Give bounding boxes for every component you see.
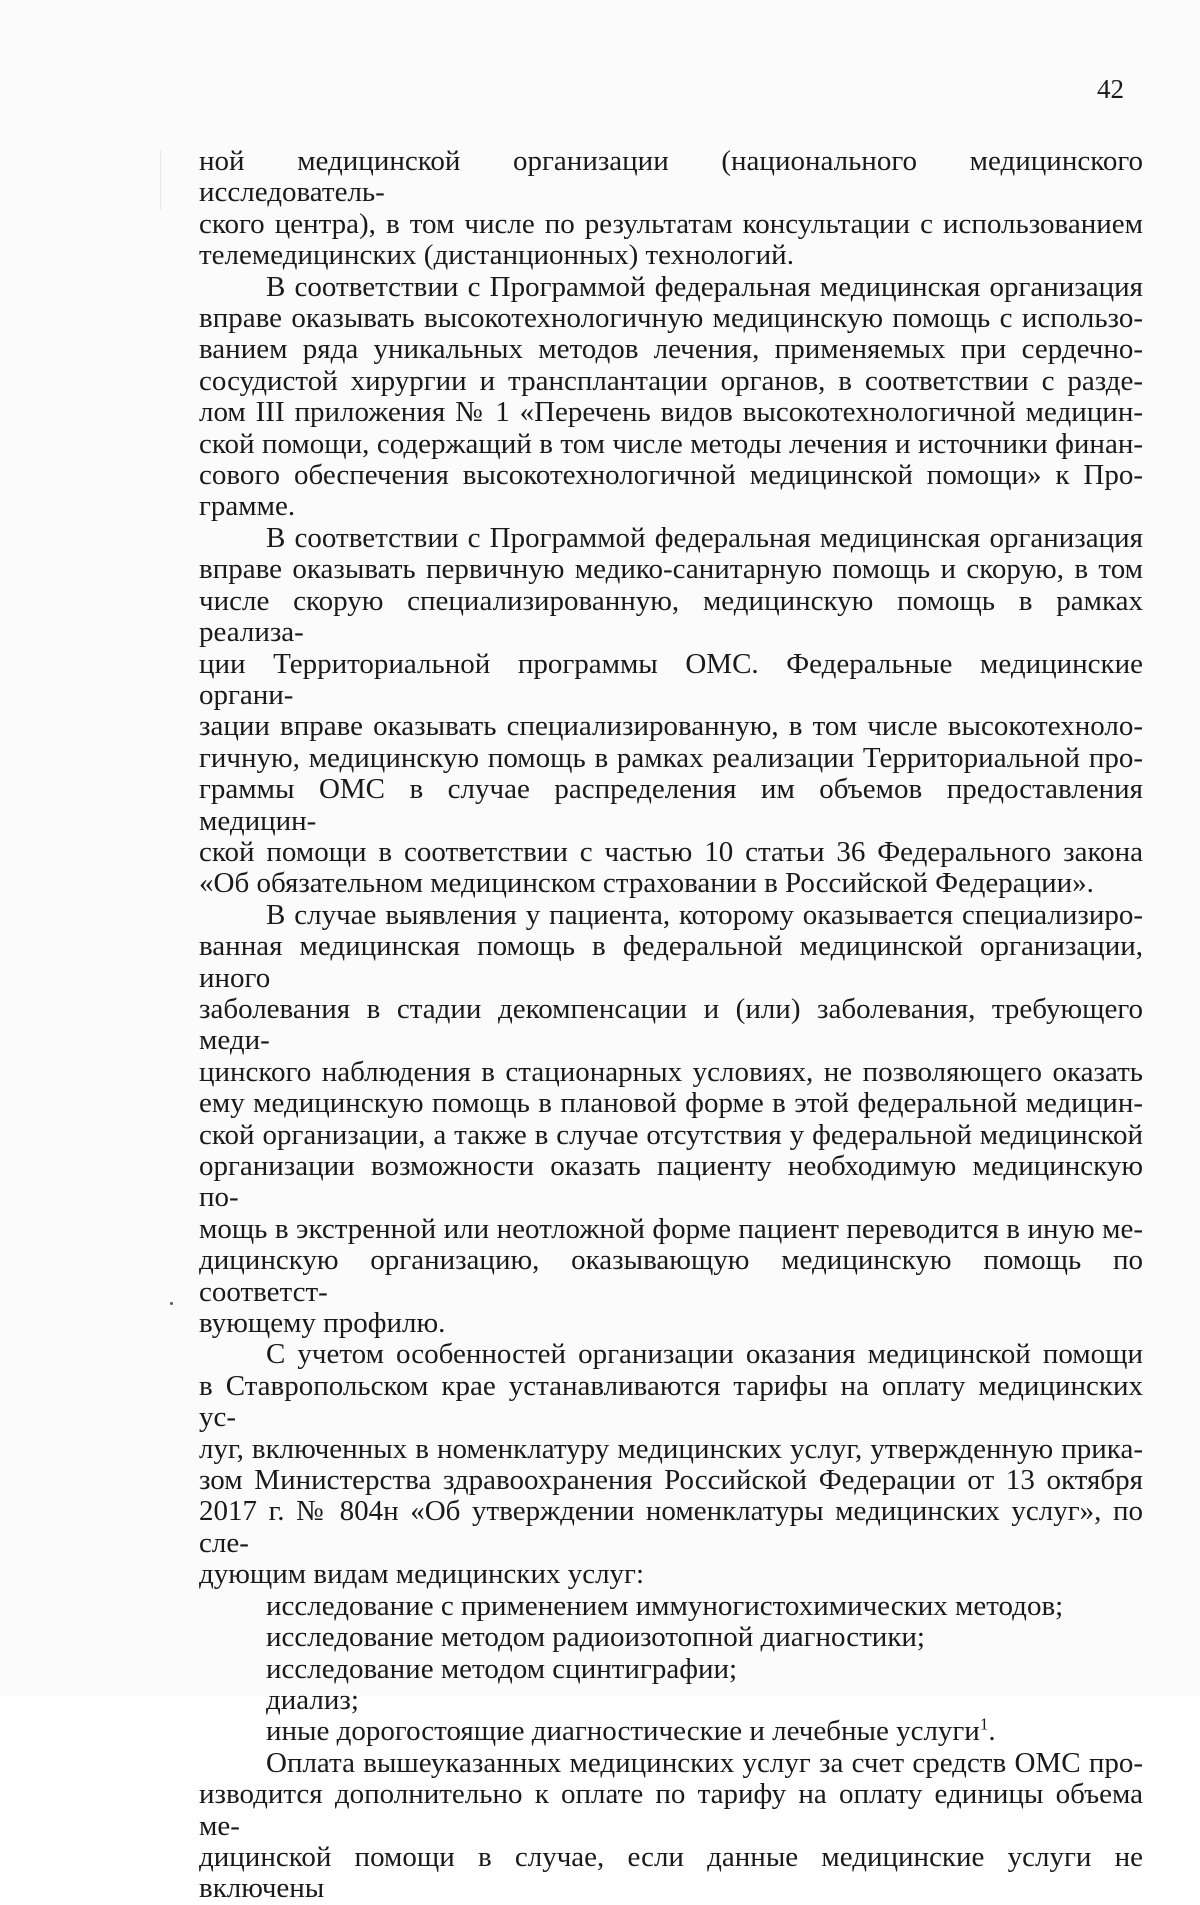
text-line: вующему профилю. xyxy=(199,1307,446,1340)
text-line: Оплата вышеуказанных медицинских услуг за счет средств ОМС про- xyxy=(266,1746,1143,1779)
document-body xyxy=(199,146,1143,1905)
text-line: в Ставропольском крае устанавливаются тарифы на оплату медицинских ус- xyxy=(199,1369,1143,1434)
text-line: вправе оказывать высокотехнологичную медицинскую помощь с использо- xyxy=(199,302,1143,335)
paragraph-2 xyxy=(199,272,1143,523)
text-line: дующим видам медицинских услуг: xyxy=(199,1558,645,1591)
text-line: ванная медицинская помощь в федеральной медицинской организации, иного xyxy=(199,930,1143,994)
list-item-text: диализ; xyxy=(266,1683,359,1716)
text-line: С учетом особенностей организации оказания медицинской помощи xyxy=(266,1338,1143,1371)
text-line: заболевания в стадии декомпенсации и (или) заболевания, требующего меди- xyxy=(199,992,1143,1057)
list-item xyxy=(199,1591,1143,1622)
text-line: ванием ряда уникальных методов лечения, применяемых при сердечно- xyxy=(199,333,1143,366)
text-line: дицинской помощи в случае, если данные медицинские услуги не включены xyxy=(199,1840,1143,1905)
text-line: числе скорую специализированную, медицинскую помощь в рамках реализа- xyxy=(199,584,1143,649)
scan-dot-artifact xyxy=(170,1302,173,1305)
text-line: гичную, медицинскую помощь в рамках реализации Территориальной про- xyxy=(199,741,1143,774)
text-line: вправе оказывать первичную медико-санитарную помощь и скорую, в том xyxy=(199,553,1143,586)
paragraph-4 xyxy=(199,900,1143,1340)
text-line: ему медицинскую помощь в плановой форме в этой федеральной медицин- xyxy=(199,1087,1143,1120)
text-line: цинского наблюдения в стационарных условиях, не позволяющего оказать xyxy=(199,1055,1143,1088)
text-line: мощь в экстренной или неотложной форме пациент переводится в иную ме- xyxy=(199,1212,1143,1245)
text-line: ной медицинской организации (национального медицинского исследователь- xyxy=(199,145,1143,209)
text-line: В соответствии с Программой федеральная медицинская организация xyxy=(266,521,1143,554)
paragraph-5 xyxy=(199,1339,1143,1590)
list-item xyxy=(199,1685,1143,1716)
text-line: ской помощи, содержащий в том числе методы лечения и источники финан- xyxy=(199,427,1143,460)
text-line: В соответствии с Программой федеральная медицинская организация xyxy=(266,270,1143,303)
text-line: зом Министерства здравоохранения Российской Федерации от 13 октября xyxy=(199,1464,1143,1497)
paragraph-1 xyxy=(199,146,1143,272)
list-item-suffix: . xyxy=(988,1715,996,1748)
text-line: лом III приложения № 1 «Перечень видов высокотехнологичной медицин- xyxy=(199,396,1143,429)
text-line: грамме. xyxy=(199,490,296,523)
paragraph-3 xyxy=(199,523,1143,900)
list-item xyxy=(199,1654,1143,1685)
list-item xyxy=(199,1622,1143,1653)
text-line: изводится дополнительно к оплате по тарифу на оплату единицы объема ме- xyxy=(199,1778,1143,1842)
text-line: ского центра), в том числе по результатам консультации с использованием xyxy=(199,207,1143,240)
list-item-text: иные дорогостоящие диагностические и лечебные услуги xyxy=(266,1715,980,1748)
text-line: «Об обязательном медицинском страховании в Российской Федерации». xyxy=(199,867,1094,900)
footnote-marker: 1 xyxy=(979,1714,989,1734)
text-line: 2017 г. № 804н «Об утверждении номенклатуры медицинских услуг», по сле- xyxy=(199,1495,1143,1559)
text-line: В случае выявления у пациента, которому оказывается специализиро- xyxy=(266,898,1143,931)
text-line: зации вправе оказывать специализированную, в том числе высокотехноло- xyxy=(199,710,1143,743)
text-line: ской помощи в соответствии с частью 10 статьи 36 Федерального закона xyxy=(199,835,1143,868)
list-item-text: исследование методом сцинтиграфии; xyxy=(266,1652,738,1685)
paragraph-final xyxy=(199,1748,1143,1905)
text-line: ции Территориальной программы ОМС. Федеральные медицинские органи- xyxy=(199,647,1143,711)
text-line: ской организации, а также в случае отсутствия у федеральной медицинской xyxy=(199,1118,1143,1151)
scan-margin-artifact xyxy=(160,150,161,210)
text-line: граммы ОМС в случае распределения им объемов предоставления медицин- xyxy=(199,773,1143,837)
list-item xyxy=(199,1716,1143,1747)
page-number: 42 xyxy=(1097,74,1124,104)
text-line: дицинскую организацию, оказывающую медицинскую помощь по соответст- xyxy=(199,1244,1143,1308)
list-item-text: исследование с применением иммуногистохимических методов; xyxy=(266,1589,1064,1622)
text-line: телемедицинских (дистанционных) технологий. xyxy=(199,239,794,272)
list-item-text: исследование методом радиоизотопной диагностики; xyxy=(266,1621,925,1654)
text-line: сового обеспечения высокотехнологичной медицинской помощи» к Про- xyxy=(199,459,1143,492)
text-line: организации возможности оказать пациенту необходимую медицинскую по- xyxy=(199,1150,1143,1214)
text-line: луг, включенных в номенклатуру медицинских услуг, утвержденную прика- xyxy=(199,1432,1143,1465)
text-line: сосудистой хирургии и трансплантации органов, в соответствии с разде- xyxy=(199,364,1143,397)
